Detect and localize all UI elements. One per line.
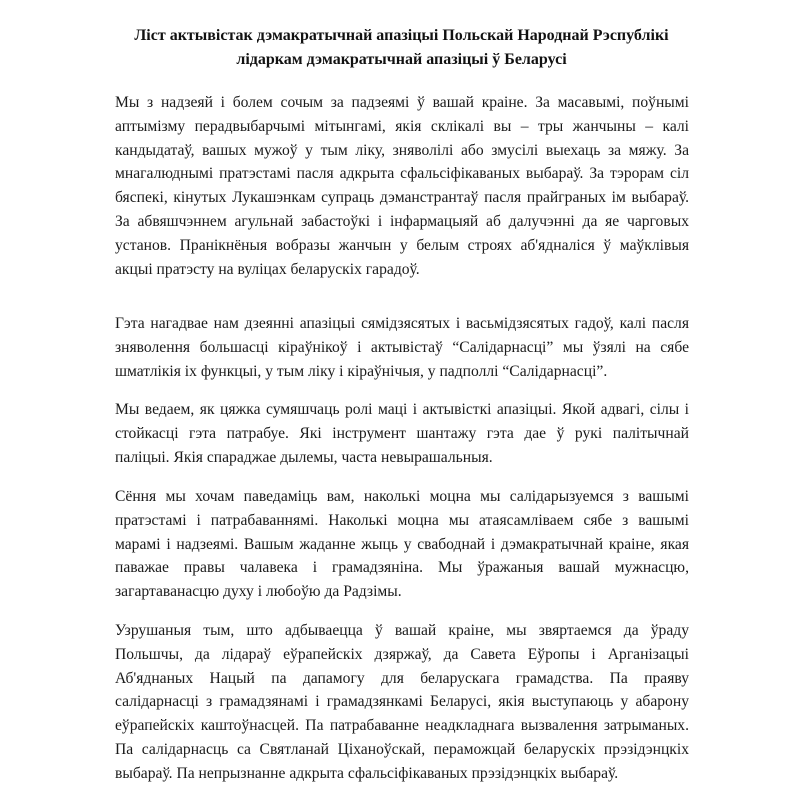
paragraph-4 (115, 485, 689, 604)
paragraph-2 (115, 312, 689, 383)
document-title (100, 24, 703, 72)
paragraph-line: мнагалюднымі пратэстамі пасля адкрыта сфальсіфікаваных выбараў. За тэрорам сіл (115, 165, 689, 183)
paragraph-line: еўрапейскіх каштоўнасцей. Па патрабаванне неадкладнага вызвалення затрыманых. (115, 717, 689, 735)
title-line-1: Ліст актывістак дэмакратычнай апазіцыі Польскай Народнай Рэспублікі (134, 27, 669, 44)
paragraph-line: выбараў. Па непрызнанне адкрыта сфальсіфікаваных прэзідэнцкіх выбараў. (115, 764, 619, 782)
paragraph-line: установ. Пранікнёныя вобразы жанчын у белым строях аб'ядналіся ў маўклівыя (115, 236, 689, 254)
paragraph-line: бяспекі, кінутых Лукашэнкам супраць дэманстрантаў пасля прайграных ім выбараў. (115, 189, 689, 207)
paragraph-line: Гэта нагадвае нам дзеянні апазіцыі сямідзясятых і васьмідзясятых гадоў, калі пасля (115, 315, 689, 332)
paragraph-line: За абвяшчэннем агульнай забастоўкі і інфармацыяй аб далучэнні да яе чарговых (115, 212, 689, 230)
paragraph-line: пратэстамі і патрабаваннямі. Наколькі моцна мы атаясамліваем сябе з вашымі (115, 511, 689, 529)
paragraph-line: аптымізму перадвыбарчымі мітынгамі, якія склікалі вы – тры жанчыны – калі (115, 117, 689, 135)
paragraph-5 (115, 619, 689, 786)
paragraph-line: Сёння мы хочам паведаміць вам, наколькі моцна мы салідарызуемся з вашымі (115, 488, 689, 505)
paragraph-line: кандыдатаў, вашых мужоў у тым ліку, зняволілі або змусілі выехаць за мяжу. За (115, 141, 689, 159)
paragraph-1 (115, 91, 689, 281)
paragraph-line: Мы з надзеяй і болем сочым за падзеямі ў вашай краіне. За масавымі, поўнымі (115, 94, 689, 111)
paragraph-line: шматлікія іх функцыі, у тым ліку і кіраўнічыя, у падполлі “Салідарнасці”. (115, 362, 608, 380)
paragraph-line: марамі і надзеямі. Вашым жаданне жыць у свабоднай і дэмакратычнай краіне, якая (115, 535, 689, 553)
paragraph-line: стойкасці гэта патрабуе. Які інструмент шантажу гэта дае ў рукі палітычнай (115, 424, 689, 442)
paragraph-line: загартаванасцю духу і любоўю да Радзімы. (115, 583, 402, 601)
paragraph-line: Па салідарнасць са Святланай Ціханоўскай, пераможцай беларускіх прэзідэнцкіх (115, 740, 689, 758)
paragraph-line: зняволення большасці кіраўнікоў і актывістаў “Салідарнасці” мы ўзялі на сябе (115, 338, 689, 356)
paragraph-3 (115, 398, 689, 469)
paragraph-line: Аб'яднаных Нацый па дапамогу для беларускага грамадства. Па праяву (115, 669, 689, 687)
paragraph-line: паважае правы чалавека і грамадзяніна. Мы ўражаныя вашай мужнасцю, (115, 559, 689, 577)
paragraph-line: Польшчы, да лідараў еўрапейскіх дзяржаў, да Савета Еўропы і Арганізацыі (115, 645, 689, 663)
paragraph-line: Мы ведаем, як цяжка сумяшчаць ролі маці і актывісткі апазіцыі. Якой адвагі, сілы і (115, 401, 689, 418)
paragraph-line: паліцыі. Якія спараджае дылемы, часта невырашальныя. (115, 448, 493, 466)
paragraph-line: акцыі пратэсту на вуліцах беларускіх гарадоў. (115, 260, 420, 278)
title-line-2: лідаркам дэмакратычнай апазіцыі ў Беларусі (236, 51, 567, 68)
paragraph-line: салідарнасці з грамадзянамі і грамадзянкамі Беларусі, якія выступаюць у абарону (115, 693, 689, 711)
paragraph-line: Узрушаныя тым, што адбываецца ў вашай краіне, мы звяртаемся да ўраду (115, 622, 689, 639)
